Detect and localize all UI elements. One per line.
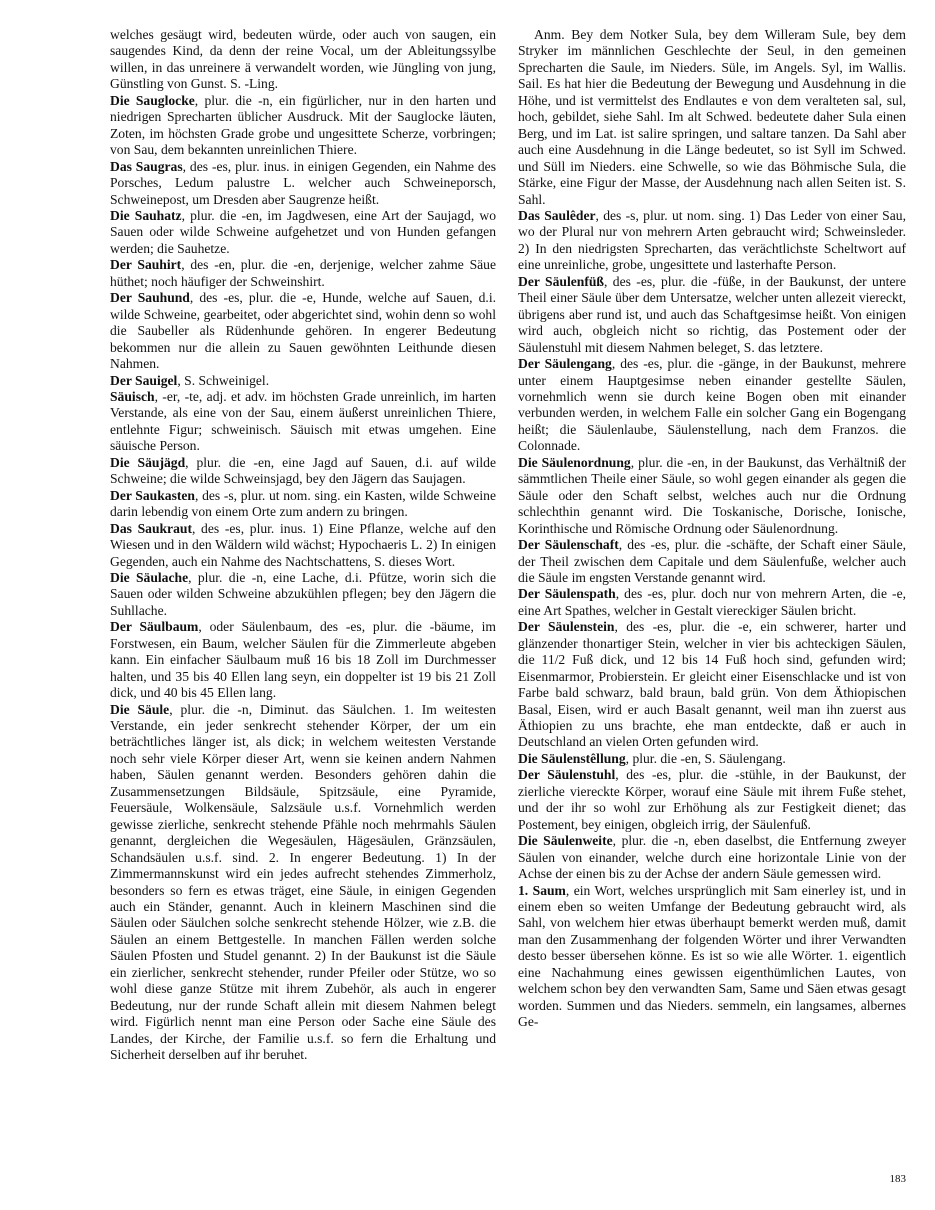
entry-saugras: Das Saugras, des -es, plur. inus. in einigen Gegenden, ein Nahme des Porsches, Ledum palustre L. welcher auch Schweineporsch, Schweinepost, um Dresden aber Saugrenze heißt. bbox=[110, 158, 496, 207]
left-column bbox=[110, 27, 496, 1064]
entry-sauhund: Der Sauhund, des -es, plur. die -e, Hunde, welche auf Sauen, d.i. wilde Schweine, gearbeitet, oder abgerichtet sind, wohin denn so wohl die Saubeller als Rüdenhunde gehören. In engerer Bedeutung bekommen nur die allein zu Sauen gewöhnten Leithunde diesen Nahmen. bbox=[110, 290, 496, 372]
entry-saeulenstellung: Die Säulenstêllung, plur. die -en, S. Säulengang. bbox=[518, 750, 786, 766]
entry-saeulenfuss: Der Säulenfüß, des -es, plur. die -füße, in der Baukunst, der untere Theil einer Säule über dem Untersatze, welcher unten allezeit viereckt, übrigens aber rund ist, und auch das Schaftgesimse heißt. Von einigen wird auch, obgleich nicht so richtig, das Postement oder der Säulenstuhl mit diesem Nahmen beleget, S. das letztere. bbox=[518, 273, 906, 355]
entry-saeulenstein: Der Säulenstein, des -es, plur. die -e, ein schwerer, harter und glänzender thonartiger Stein, welcher in vier bis achteckigen Säulen, die 11/2 Fuß dick, und 12 bis 14 Fuß hoch sind, gefunden wird; Eisenmarmor, Probierstein. Er gleicht einer Eisenschlacke und ist von Farbe bald schwarz, bald braun, bald grün. Von dem Äthiopischen Basal, Eisen, wird er auch Basalt genannt, weil man ihn zuerst aus Äthiopien zu uns brachte, ehe man entdeckte, daß er auch in Deutschland an vielen Orten gefunden wird. bbox=[518, 619, 906, 750]
entry-sauhatz: Die Sauhatz, plur. die -en, im Jagdwesen, eine Art der Saujagd, wo Sauen oder wilde Schweine aufgehetzet und von Hunden gefangen werden; die Sauhetze. bbox=[110, 207, 496, 256]
entry-continuation: welches gesäugt wird, bedeuten würde, oder auch von saugen, ein saugendes Kind, da denn der reine Vocal, um der Ableitungssylbe willen, in das unreinere ä verwandelt worden, wie Jüngling von jung, Günstling von Gunst. S. -Ling. bbox=[110, 27, 496, 92]
entry-saulache: Die Säulache, plur. die -n, eine Lache, d.i. Pfütze, worin sich die Sauen oder wilden Schweine abzukühlen pflegen; bey den Jägern die Suhllache. bbox=[110, 569, 496, 618]
entry-sauglocke: Die Sauglocke, plur. die -n, ein figürlicher, nur in den harten und niedrigen Sprecharten üblicher Ausdruck. Mit der Sauglocke läuten, Zoten, im höchsten Grade grobe und ungesittete Scherze, vorbringen; von Sau, dem bekannten unreinlichen Thiere. bbox=[110, 92, 496, 158]
entry-saeulenstuhl: Der Säulenstuhl, des -es, plur. die -stühle, in der Baukunst, der zierliche viereckte Körper, worauf eine Säule mit ihrem Fuße stehet, und der ihr so wohl zur Erhöhung als zur Festigkeit dienet; das Postement, bey einigen, obgleich irrig, der Säulenfuß. bbox=[518, 767, 906, 832]
entry-saum: 1. Saum, ein Wort, welches ursprünglich mit Sam einerley ist, und in einem eben so weiten Umfange der Bedeutung gebraucht wird, als Sahl, von welchem hier etwas überhaupt bemerkt werden muß, damit man den Zusammenhang der folgenden Wörter und ihrer Verwandten desto besser übersehen könne. Es ist so wie alle Wörter. 1. eigentlich eine Nachahmung eines gewissen eigenthümlichen Lautes, von welchem schon bey den verwandten Sam, Same und Säen etwas gesagt worden. Summen und das Nieders. semmeln, ein langsames, albernes Ge- bbox=[518, 882, 906, 1030]
entry-sauhirt: Der Sauhirt, des -en, plur. die -en, derjenige, welcher zahme Säue hüthet; noch häufiger der Schweinshirt. bbox=[110, 257, 496, 289]
entry-saeulenordnung: Die Säulenordnung, plur. die -en, in der Baukunst, das Verhältniß der sämmtlichen Theile einer Säule, so wohl gegen einander als gegen die Säule oder den Schaft selbst, welches auch nur die Ordnung schlechthin genannt wird. Die Toskanische, Dorische, Ionische, Korinthische und Römische Ordnung oder Säulenordnung. bbox=[518, 454, 907, 536]
entry-saujagd: Die Säujägd, plur. die -en, eine Jagd auf Sauen, d.i. auf wilde Schweine; die wilde Schweinsjagd, bey den Jägern das Saujagen. bbox=[110, 454, 496, 487]
entry-saeule: Die Säule, plur. die -n, Diminut. das Säulchen. 1. Im weitesten Verstande, ein jeder senkrecht stehender Körper, der um ein beträchtliches länger ist, als dick; in welchem weitesten Verstande noch sehr viele Körper dieser Art, wenn sie keinen andern Nahmen haben, Säulen genannt werden. Besonders gehören dahin die Zusammensetzungen Bildsäule, Spitzsäule, eine Pyramide, Feuersäule, Wolkensäule, Salzsäule u.s.f. Vornehmlich werden gewisse zierliche, senkrecht stehende Pfähle noch mehrmahls Säulen genannt, dergleichen die Wegesäulen, Hägesäulen, Gränzsäulen, Schandsäulen u.s.f. sind. 2. In engerer Bedeutung. 1) In der Zimmermannskunst wird ein jedes aufrecht stehendes Zimmerholz, besonders so fern es etwas träget, eine Säule, in einigen Gegenden auch ein Ständer, genannt. Auch in kleinern Maschinen sind die Säulen oder Säulchen solche senkrecht stehende Hölzer, wie z.B. die Säulen an einem Bettgestelle. In manchen Fällen werden solche Säulen Pfosten und Studel genannt. 2) In der Baukunst ist die Säule ein zierlicher, senkrecht stehender, runder Pfeiler oder Stütze, wo so wohl diese ganze Stütze mit ihrem Zubehör, als auch in engerer Bedeutung, nur der runde Schaft allein mit diesem Nahmen belegt wird. Figürlich nennt man eine Person oder Sache eine Säule des Landes, der Kirche, der Familie u.s.f. so fern die Erhaltung und Sicherheit derselben auf ihr beruhet. bbox=[110, 701, 496, 1063]
entry-saeulengang: Der Säulengang, des -es, plur. die -gänge, in der Baukunst, mehrere unter einem Hauptgesimse neben einander gestellte Säulen, vornehmlich wenn sie durch keine Bogen oben mit einander verbunden werden, in welchem Falle ein solcher Gang ein Bogengang heißt; die Säulenlaube, Säulenstellung, nach dem Franzos. die Colonnade. bbox=[518, 356, 906, 454]
entry-anmerkung: Anm. Bey dem Notker Sula, bey dem Willeram Sule, bey dem Stryker im männlichen Geschlechte der Seul, in den gemeinen Sprecharten die Saule, im Nieders. Süle, im Angels. Syl, im Wallis. Sail. Es hat hier die Bedeutung der Bewegung und Ausdehnung in die Höhe, und ist vermittelst des Endlautes e von dem veralteten sal, sul, hoch, gebildet, siehe Sahl. Im alt Schwed. bedeutete daher Sula einen Berg, und im Lat. ist salire springen, und saltare tanzen. Da Sahl aber auch eine Ausdehnung in die Länge bedeutet, so ist Syll im Schwed. und Süll im Nieders. eine Schwelle, so wie das Böhmische Sula, die Stärke, eine Figur der Masse, der Ausdehnung nach allen Seiten ist. S. Sahl. bbox=[518, 27, 906, 207]
entry-saeulenschaft: Der Säulenschaft, des -es, plur. die -schäfte, der Schaft einer Säule, der Theil zwischen dem Capitale und dem Säulenfuße, welcher auch die Säule im engsten Verstande genannt wird. bbox=[518, 537, 906, 585]
entry-saeulbaum: Der Säulbaum, oder Säulenbaum, des -es, plur. die -bäume, im Forstwesen, ein Baum, welcher Säulen für die Zimmerleute abgeben kann. Ein einfacher Säulbaum muß 16 bis 18 Zoll im Durchmesser halten, und 35 bis 40 Ellen lang seyn, ein doppelter ist 19 bis 21 Zoll dick, und 40 bis 45 Ellen lang. bbox=[110, 619, 496, 701]
entry-saukasten: Der Saukasten, des -s, plur. ut nom. sing. ein Kasten, wilde Schweine darin lebendig von einem Orte zum andern zu bringen. bbox=[110, 487, 496, 520]
entry-sauleder: Das Saulêder, des -s, plur. ut nom. sing. 1) Das Leder von einer Sau, wo der Plural nur von mehrern Arten gebraucht wird; Schweinsleder. 2) In den niedrigsten Sprecharten, das verächtlichste Scheltwort auf eine unreinliche, grobe, ungesittete und lasterhafte Person. bbox=[518, 207, 906, 273]
entry-saukraut: Das Saukraut, des -es, plur. inus. 1) Eine Pflanze, welche auf den Wiesen und in den Wäldern wild wächst; Hypochaeris L. 2) In einigen Gegenden, auch ein Nahme des Nachtschattens, S. dieses Wort. bbox=[110, 520, 496, 569]
entry-sauigel: Der Sauigel, S. Schweinigel. bbox=[110, 372, 270, 388]
entry-saeulenspath: Der Säulenspath, des -es, plur. doch nur von mehrern Arten, die -e, eine Art Spathes, welcher in Gestalt viereckiger Säulen bricht. bbox=[518, 586, 906, 618]
entry-saeuisch: Säuisch, -er, -te, adj. et adv. im höchsten Grade unreinlich, im harten Verstande, als eine von der Sau, einem äußerst unreinlichen Thiere, entlehnte Figur; schweinisch. Säuisch mit etwas umgehen. Eine säuische Person. bbox=[110, 388, 496, 454]
entry-saeulenweite: Die Säulenweite, plur. die -n, eben daselbst, die Entfernung zweyer Säulen von einander, welche durch eine horizontale Linie von der Achse der einen bis zu der Achse der andern Säule gemessen wird. bbox=[518, 833, 906, 882]
right-column bbox=[518, 27, 906, 1031]
page-number: 183 bbox=[889, 1173, 906, 1185]
